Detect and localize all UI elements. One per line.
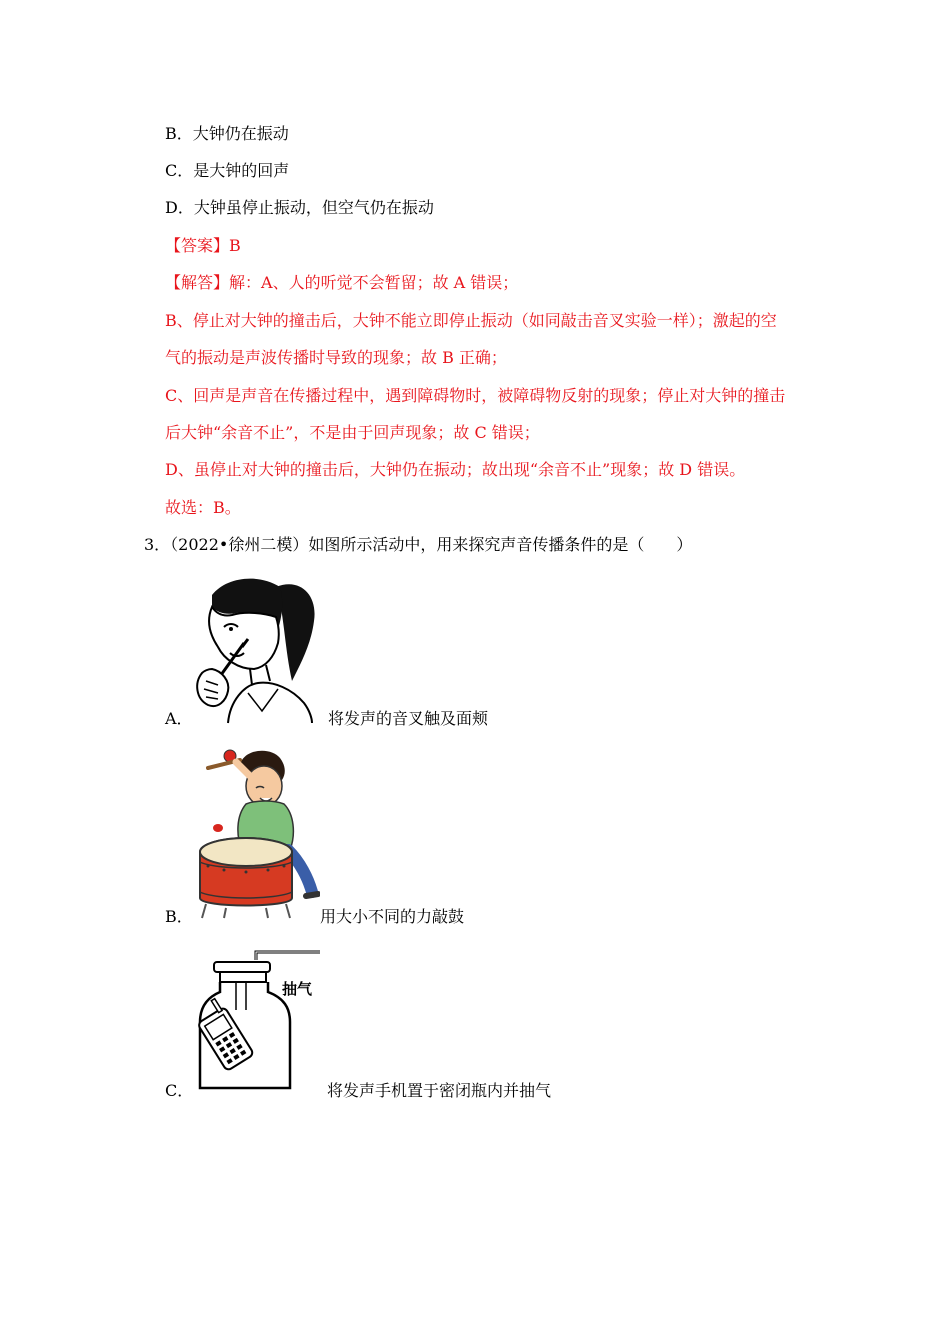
answer-line: 【答案】B [165,236,241,255]
phone-in-bell-jar-image [196,948,326,1092]
option-a-text: 将发声的音叉触及面颊 [328,709,489,728]
option-a-label: A． [165,709,193,728]
analysis-line-1 [165,273,518,293]
analysis-line-5: 后大钟“余音不止”，不是由于回声现象；故 C 错误； [165,423,540,442]
option-b-label: B． [165,907,193,926]
question-3-stem: 3．（2022•徐州二模）如图所示活动中，用来探究声音传播条件的是（ ） [144,535,693,554]
option-c-prev: C．是大钟的回声 [165,161,290,180]
option-c-label: C． [165,1081,194,1100]
analysis-lead: 【解答】 [165,273,230,292]
option-b-prev: B．大钟仍在振动 [165,124,289,143]
boy-beating-drum-image [196,746,320,922]
analysis-line-7: 故选：B。 [165,498,241,517]
girl-with-tuning-fork-image [188,573,320,725]
analysis-text-1: 解：A、人的听觉不会暂留；故 A 错误； [229,273,519,292]
analysis-line-2: B、停止对大钟的撞击后，大钟不能立即停止振动（如同敲击音叉实验一样）；激起的空 [165,311,777,330]
option-c-text: 将发声手机置于密闭瓶内并抽气 [327,1081,552,1100]
jar-caption: 抽气 [282,980,313,998]
option-b-text: 用大小不同的力敲鼓 [320,907,465,926]
analysis-line-3: 气的振动是声波传播时导致的现象；故 B 正确； [165,348,507,367]
analysis-line-6: D、虽停止对大钟的撞击后，大钟仍在振动；故出现“余音不止”现象；故 D 错误。 [165,460,746,479]
option-d-prev: D．大钟虽停止振动，但空气仍在振动 [165,198,434,217]
analysis-line-4: C、回声是声音在传播过程中，遇到障碍物时，被障碍物反射的现象；停止对大钟的撞击 [165,386,786,405]
